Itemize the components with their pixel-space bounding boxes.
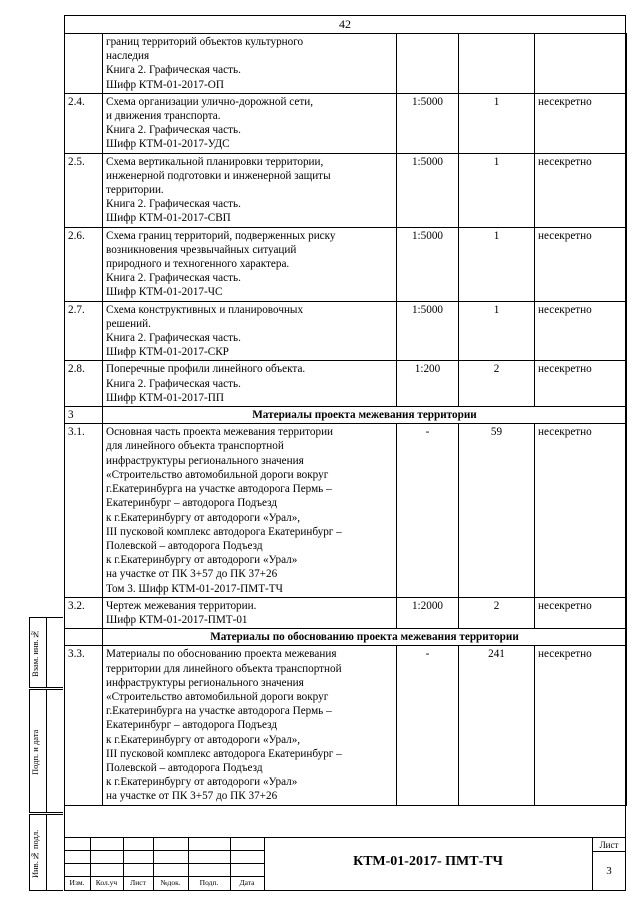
- document-code: КТМ-01-2017- ПМТ-ТЧ: [353, 854, 503, 869]
- description-line: Книга 2. Графическая часть.: [106, 377, 241, 390]
- row-description: [103, 34, 397, 94]
- description-line: Схема вертикальной планировки территории,: [106, 155, 324, 168]
- description-line: III пусковой комплекс автодорога Екатеринбург –: [106, 525, 342, 538]
- description-line: природного и техногенного характера.: [106, 258, 290, 271]
- row-scale: -: [397, 646, 459, 805]
- row-scale: 1:5000: [397, 93, 459, 153]
- side-label-inv: Инв.№ подл.: [30, 829, 40, 878]
- row-description: [103, 424, 397, 597]
- description-line: Книга 2. Графическая часть.: [106, 332, 241, 345]
- description-line: к г.Екатеринбургу от автодороги «Урал»,: [106, 733, 301, 746]
- caption-podp: Подп.: [199, 878, 219, 887]
- description-line: Екатеринбург – автодорога Подъезд: [106, 497, 278, 510]
- description-line: для линейного объекта транспортной: [106, 440, 284, 453]
- description-line: Книга 2. Графическая часть.: [106, 124, 241, 137]
- description-line: Схема конструктивных и планировочных: [106, 303, 304, 316]
- row-count: 59: [459, 424, 535, 597]
- row-count: 1: [459, 153, 535, 227]
- page-number: 42: [339, 17, 351, 31]
- row-description: [103, 227, 397, 301]
- description-line: на участке от ПК 3+57 до ПК 37+26: [106, 790, 278, 803]
- documents-table: [64, 33, 627, 806]
- row-number: [65, 629, 103, 646]
- row-count: 2: [459, 597, 535, 628]
- row-number: 3.3.: [65, 646, 103, 805]
- description-line: к г.Екатеринбургу от автодороги «Урал»,: [106, 511, 301, 524]
- row-secrecy: несекретно: [535, 597, 627, 628]
- row-secrecy: [535, 34, 627, 94]
- description-line: Шифр КТМ-01-2017-УДС: [106, 138, 230, 151]
- description-line: Основная часть проекта межевания территории: [106, 426, 334, 439]
- description-line: Книга 2. Графическая часть.: [106, 198, 241, 211]
- description-line: Книга 2. Графическая часть.: [106, 64, 241, 77]
- section-row: [65, 629, 627, 646]
- caption-izm: Изм.: [69, 878, 85, 887]
- table-row: [65, 227, 627, 301]
- table-row: [65, 424, 627, 597]
- row-secrecy: несекретно: [535, 227, 627, 301]
- row-scale: 1:5000: [397, 153, 459, 227]
- row-number: 2.6.: [65, 227, 103, 301]
- row-scale: 1:5000: [397, 301, 459, 361]
- description-line: территории для линейного объекта транспортной: [106, 662, 342, 675]
- description-line: г.Екатеринбурга на участке автодорога Пермь –: [106, 705, 332, 718]
- row-scale: 1:2000: [397, 597, 459, 628]
- row-count: 1: [459, 227, 535, 301]
- description-line: инженерной подготовки и инженерной защиты: [106, 169, 331, 182]
- table-row: [65, 153, 627, 227]
- row-description: [103, 301, 397, 361]
- row-number: 3.1.: [65, 424, 103, 597]
- sheet-label: Лист: [599, 840, 619, 850]
- row-secrecy: несекретно: [535, 424, 627, 597]
- row-number: 2.7.: [65, 301, 103, 361]
- description-line: «Строительство автомобильной дороги вокруг: [106, 690, 329, 703]
- description-line: территории.: [106, 184, 164, 197]
- description-line: Поперечные профили линейного объекта.: [106, 363, 306, 376]
- caption-ndok: №док.: [160, 878, 181, 887]
- table-row: [65, 361, 627, 407]
- row-secrecy: несекретно: [535, 93, 627, 153]
- description-line: решений.: [106, 317, 151, 330]
- row-description: [103, 646, 397, 805]
- row-secrecy: несекретно: [535, 301, 627, 361]
- row-description: [103, 93, 397, 153]
- description-line: наследия: [106, 50, 150, 63]
- section-title: Материалы по обоснованию проекта межевания территории: [103, 629, 627, 646]
- description-line: Шифр КТМ-01-2017-ПМТ-01: [106, 613, 248, 626]
- table-row: [65, 646, 627, 805]
- section-title: Материалы проекта межевания территории: [103, 407, 627, 424]
- description-line: Том 3. Шифр КТМ-01-2017-ПМТ-ТЧ: [106, 582, 283, 595]
- row-number: 2.5.: [65, 153, 103, 227]
- description-line: Шифр КТМ-01-2017-СКР: [106, 346, 229, 359]
- description-line: Екатеринбург – автодорога Подъезд: [106, 719, 278, 732]
- description-line: Шифр КТМ-01-2017-СВП: [106, 212, 231, 225]
- side-label-podp: Подп. и дата: [30, 729, 40, 775]
- description-line: Схема границ территорий, подверженных риску: [106, 229, 336, 242]
- description-line: границ территорий объектов культурного: [106, 36, 304, 48]
- row-secrecy: несекретно: [535, 646, 627, 805]
- table-row: [65, 34, 627, 94]
- description-line: III пусковой комплекс автодорога Екатеринбург –: [106, 747, 342, 760]
- description-line: Материалы по обоснованию проекта межевания: [106, 648, 337, 661]
- row-scale: -: [397, 424, 459, 597]
- description-line: г.Екатеринбурга на участке автодорога Пермь –: [106, 483, 332, 496]
- table-row: [65, 93, 627, 153]
- caption-data: Дата: [239, 878, 255, 887]
- description-line: Чертеж межевания территории.: [106, 599, 257, 612]
- row-number: [65, 34, 103, 94]
- side-box-inv: [29, 814, 63, 891]
- caption-kol: Кол.уч: [95, 878, 118, 887]
- row-scale: [397, 34, 459, 94]
- sheet-number: 3: [606, 865, 612, 877]
- row-description: [103, 597, 397, 628]
- description-line: Схема организации улично-дорожной сети,: [106, 95, 314, 108]
- description-line: «Строительство автомобильной дороги вокруг: [106, 468, 329, 481]
- description-line: Шифр КТМ-01-2017-ПП: [106, 391, 224, 404]
- caption-list: Лист: [130, 878, 146, 887]
- description-line: возникновения чрезвычайных ситуаций: [106, 243, 297, 256]
- row-count: 241: [459, 646, 535, 805]
- description-line: на участке от ПК 3+57 до ПК 37+26: [106, 568, 278, 581]
- description-line: и движения транспорта.: [106, 110, 221, 123]
- section-row: [65, 407, 627, 424]
- description-line: инфраструктуры регионального значения: [106, 454, 304, 467]
- row-secrecy: несекретно: [535, 153, 627, 227]
- row-count: 2: [459, 361, 535, 407]
- row-count: [459, 34, 535, 94]
- description-line: Шифр КТМ-01-2017-ЧС: [106, 286, 223, 299]
- row-number: 2.8.: [65, 361, 103, 407]
- table-row: [65, 301, 627, 361]
- description-line: Полевской – автодорога Подъезд: [106, 539, 263, 552]
- row-scale: 1:200: [397, 361, 459, 407]
- row-secrecy: несекретно: [535, 361, 627, 407]
- description-line: Шифр КТМ-01-2017-ОП: [106, 78, 224, 91]
- description-line: к г.Екатеринбургу от автодороги «Урал»: [106, 776, 298, 789]
- row-number: 3.2.: [65, 597, 103, 628]
- side-box-podp: [29, 689, 63, 813]
- row-count: 1: [459, 93, 535, 153]
- row-description: [103, 153, 397, 227]
- row-description: [103, 361, 397, 407]
- description-line: Полевской – автодорога Подъезд: [106, 761, 263, 774]
- row-number: 3: [65, 407, 103, 424]
- table-row: [65, 597, 627, 628]
- description-line: к г.Екатеринбургу от автодороги «Урал»: [106, 554, 298, 567]
- side-box-vzam: [29, 617, 63, 688]
- side-label-vzam: Взам. инв.№: [30, 629, 40, 678]
- row-number: 2.4.: [65, 93, 103, 153]
- title-block: [64, 837, 626, 891]
- description-line: инфраструктуры регионального значения: [106, 676, 304, 689]
- row-scale: 1:5000: [397, 227, 459, 301]
- description-line: Книга 2. Графическая часть.: [106, 272, 241, 285]
- row-count: 1: [459, 301, 535, 361]
